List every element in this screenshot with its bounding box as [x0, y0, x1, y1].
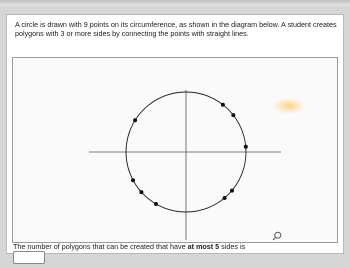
prompt-suffix: sides is	[219, 242, 246, 251]
circle-diagram	[13, 58, 339, 244]
answer-input[interactable]	[13, 251, 45, 264]
diagram-frame	[12, 57, 338, 243]
circumference-point	[133, 118, 137, 122]
circumference-point	[230, 189, 234, 193]
question-text: A circle is drawn with 9 points on its circumference, as shown in the diagram below. A student creates polygons with 3 or more sides by connecting the points with straight lines.	[15, 20, 337, 38]
question-panel	[6, 14, 344, 254]
circumference-point	[131, 178, 135, 182]
circumference-point	[223, 196, 227, 200]
circumference-points	[131, 103, 248, 206]
browser-top-strip	[0, 0, 350, 6]
circumference-point	[154, 202, 158, 206]
circumference-point	[231, 113, 235, 117]
prompt-prefix: The number of polygons that can be created that have	[13, 242, 188, 251]
prompt-emphasis: at most 5	[187, 242, 220, 251]
prompt-text	[13, 242, 245, 251]
magnifier-icon[interactable]	[272, 231, 282, 241]
circumference-point	[221, 103, 225, 107]
circumference-point	[139, 190, 143, 194]
circumference-point	[244, 145, 248, 149]
light-glare	[273, 98, 305, 114]
